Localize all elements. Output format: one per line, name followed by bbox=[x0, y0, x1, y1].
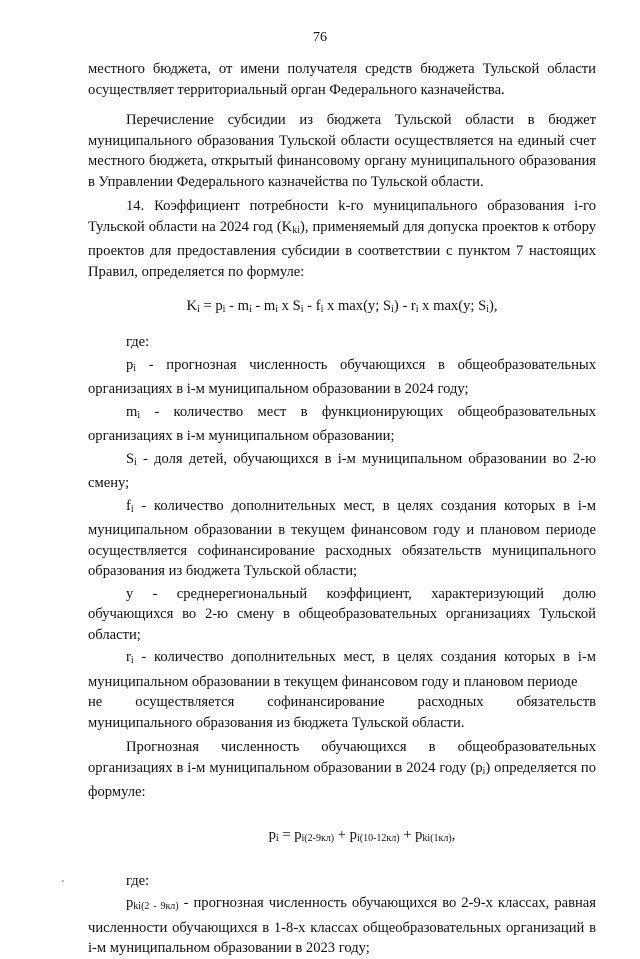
definition-symbol: p bbox=[126, 895, 134, 911]
definition-subscript: i bbox=[134, 456, 137, 468]
formula1-sub: i bbox=[275, 304, 279, 315]
paragraph-continuation: местного бюджета, от имени получателя средств бюджета Тульской области осуществляет территориальный орган Федерального казначейства. bbox=[88, 61, 596, 98]
page-number: 76 bbox=[313, 30, 327, 45]
where-label: где: bbox=[126, 872, 150, 889]
definition-r-end: муниципального образования из бюджета Тульской области. bbox=[88, 714, 465, 731]
paragraph-subsidy-transfer: Перечисление субсидии из бюджета Тульской области в бюджет муниципального образования Тульской области осуществляется на единый счет местного бюджета, открытый финансовому органу муниципального образования в Управлении Федерального казначейства по Тульской области. bbox=[88, 112, 596, 190]
formula2-lhs-sub: i bbox=[275, 832, 279, 844]
item-14-text-b: ), применяемый для допуска проектов к отбору проектов для предоставления субсидии в соответствии с пунктом 7 настоящих Правил, определяется по формуле: bbox=[88, 218, 596, 280]
formula1-sub: i bbox=[222, 304, 226, 315]
definition-s bbox=[88, 449, 596, 494]
formula2-sub: i(10-12кл) bbox=[356, 832, 400, 844]
paragraph-forecast bbox=[88, 737, 596, 803]
forecast-text-b: ) определяется по формуле: bbox=[88, 759, 597, 800]
definition-text: - доля детей, обучающихся в i-м муниципальном образовании во 2-ю смену; bbox=[88, 450, 596, 491]
definition-subscript: i bbox=[130, 655, 134, 666]
formula1-term: = p bbox=[199, 298, 223, 314]
formula1-term: x max(y; S bbox=[418, 298, 487, 314]
formula1-term: x max(y; S bbox=[323, 298, 392, 314]
definition-subscript: ki(2 - 9кл) bbox=[133, 901, 179, 912]
paragraph-item-14 bbox=[88, 196, 596, 282]
formula1-term: - f bbox=[303, 298, 321, 314]
definition-r-line: не осуществляется софинансирование расходных обязательств bbox=[88, 694, 596, 710]
where-label: где: bbox=[126, 334, 150, 350]
definition-p bbox=[88, 355, 596, 400]
formula1-term: - m bbox=[225, 298, 249, 314]
formula1-term: x S bbox=[278, 298, 301, 314]
definition-symbol: p bbox=[126, 356, 134, 373]
definition-pk bbox=[88, 893, 596, 959]
formula1-sub: i bbox=[486, 304, 489, 315]
formula1-sub: i bbox=[320, 304, 324, 315]
formula2-term: = p bbox=[278, 826, 302, 843]
formula-forecast bbox=[88, 825, 596, 849]
forecast-text-a: Прогнозная численность обучающихся в общеобразовательных организациях в i-м муниципальном образовании в 2024 году (p bbox=[88, 739, 596, 776]
definition-text: - количество дополнительных мест, в целях создания которых в i-м муниципальном образовании в текущем финансовом году и плановом периоде осуществляется софинансирование расходных обязательств муниципального образования из бюджета Тульской области; bbox=[88, 497, 596, 579]
formula1-sub: i bbox=[300, 304, 304, 315]
formula2-term: + p bbox=[334, 826, 357, 843]
definition-text: - прогнозная численность обучающихся в общеобразовательных организациях в i-м муниципальном образовании в 2024 году; bbox=[88, 356, 596, 397]
formula1-lhs: K bbox=[186, 298, 198, 314]
definition-subscript: i bbox=[137, 409, 141, 421]
formula1-sub: i bbox=[415, 304, 419, 315]
item-14-subscript: ki bbox=[292, 224, 300, 236]
definition-symbol: m bbox=[126, 403, 138, 420]
formula1-sub: i bbox=[391, 304, 394, 315]
formula2-sub: ki(1кл) bbox=[422, 832, 452, 844]
formula2-term: , bbox=[451, 826, 456, 843]
formula1-term: - m bbox=[251, 298, 276, 314]
document-body bbox=[88, 59, 596, 959]
definition-text: - количество дополнительных мест, в целях создания которых в i-м муниципальном образовании в текущем финансовом году и плановом периоде bbox=[88, 649, 596, 690]
definition-f bbox=[88, 496, 596, 582]
formula1-lhs-sub: i bbox=[197, 304, 200, 315]
definition-symbol: S bbox=[126, 450, 135, 467]
formula2-term: + p bbox=[399, 826, 423, 843]
definition-subscript: i bbox=[133, 362, 137, 374]
formula1-sub: i bbox=[248, 304, 252, 315]
definition-subscript: i bbox=[130, 503, 134, 515]
formula2-lhs: p bbox=[268, 826, 276, 843]
formula1-term: ) - r bbox=[393, 298, 416, 314]
definition-y: y - среднерегиональный коэффициент, характеризующий долю обучающихся во 2-ю смену в общеобразовательных организациях Тульской области; bbox=[88, 585, 596, 643]
formula-coefficient bbox=[88, 296, 596, 320]
scan-speck bbox=[62, 880, 64, 882]
item-14-text-a: 14. Коэффициент потребности k-го муниципального образования i-го Тульской области на 2024 год (K bbox=[88, 198, 596, 235]
formula2-sub: i(2-9кл) bbox=[301, 832, 335, 844]
definition-m bbox=[88, 402, 596, 447]
definition-symbol: f bbox=[126, 497, 131, 514]
definition-r bbox=[88, 647, 596, 692]
definition-symbol: r bbox=[126, 649, 131, 665]
forecast-subscript: i bbox=[482, 765, 486, 777]
definition-text: - прогнозная численность обучающихся во 2-9-х классах, равная численности обучающихся в 1-8-х классах общеобразовательных организаций в i-м муниципальном образовании в 2023 году; bbox=[88, 895, 596, 956]
formula1-term: ), bbox=[488, 298, 498, 314]
definition-text: - количество мест в функционирующих общеобразовательных организациях в i-м муниципальном образовании; bbox=[88, 403, 596, 444]
